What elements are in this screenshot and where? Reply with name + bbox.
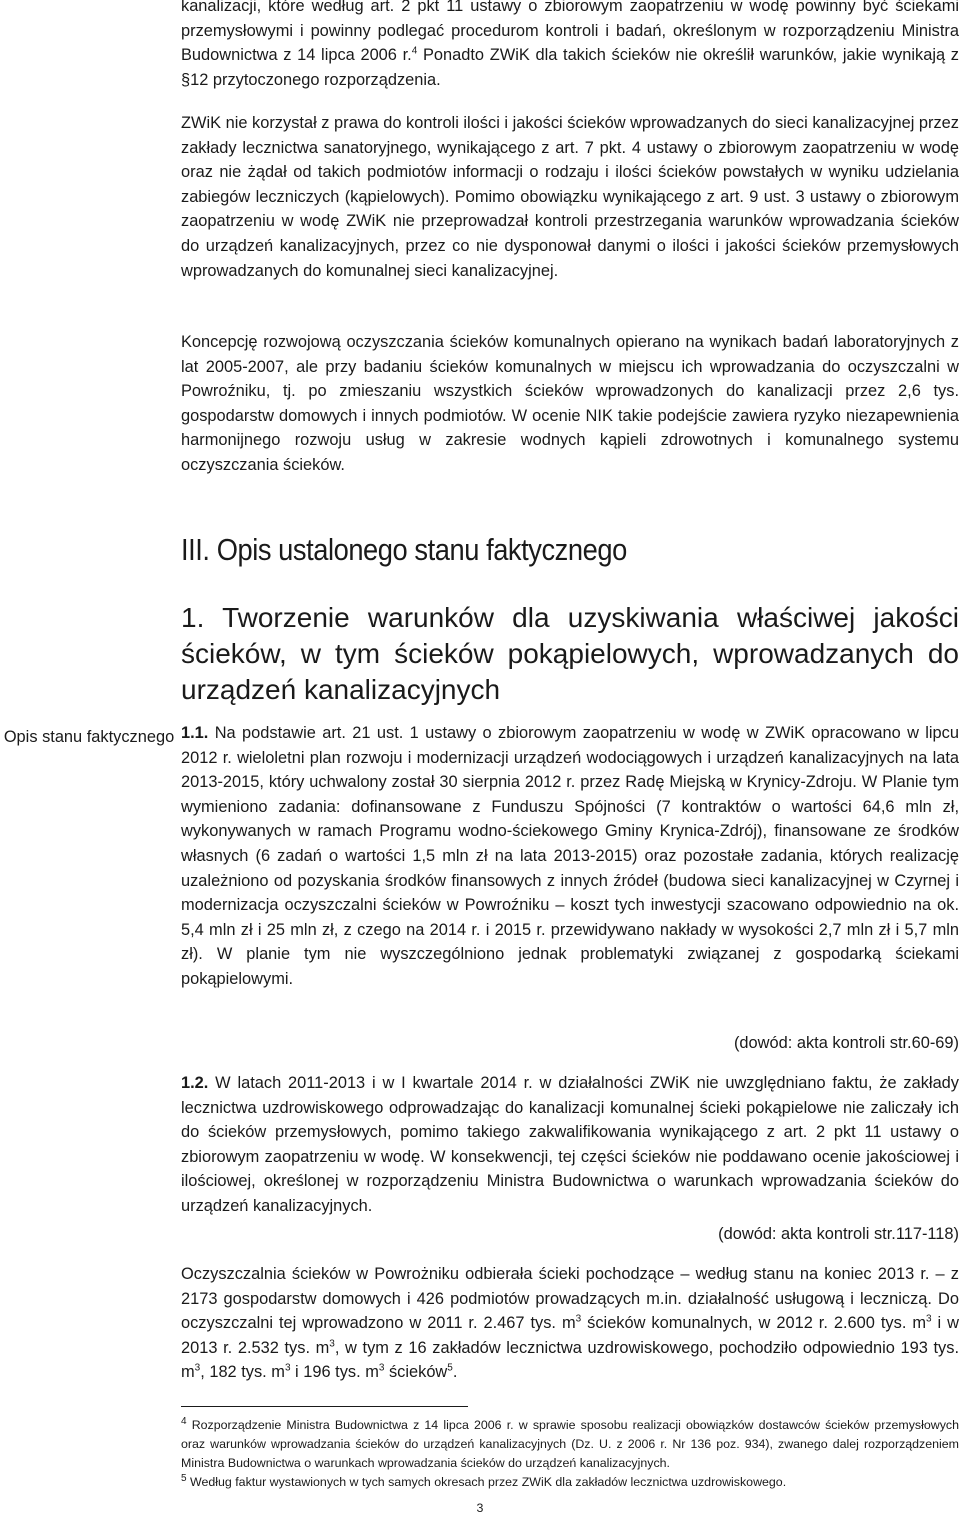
footnote-4: $^4$ Rozporządzenie Ministra Budownictwa z 14 lipca 2006 r. w sprawie sposobu realizacji obowiązków dostawców ścieków przemysłowych oraz warunków wprowadzania ścieków do urządzeń kanalizacyjnych (Dz. U. z 2006 r. Nr 136 poz. 934), zwanego dalej rozporządzeniem Ministra Budownictwa o warunkach wprowadzania ścieków do urządzeń kanalizacyjnych. — [181, 1415, 959, 1470]
item-1-1: 1.1. Na podstawie art. 21 ust. 1 ustawy o zbiorowym zaopatrzeniu w wodę w ZWiK opracowano w lipcu 2012 r. wieloletni plan rozwoju i modernizacji urządzeń wodociągowych i urządzeń kanalizacyjnych na lata 2013-2015, który uchwalony został 30 sierpnia 2012 r. przez Radę Miejską w Krynicy-Zdroju. W Planie tym wymieniono zadania: dofinansowane z Funduszu Spójności (7 kontraktów o wartości 64,6 mln zł, wykonywanych w ramach Programu wodno-ściekowego Gminy Krynica-Zdrój), finansowane ze środków własnych (6 zadań o wartości 1,5 mln zł na lata 2013-2015) oraz pozostałe zadania, których realizację uzależniono od pozyskania środków finansowych z innych źródeł (budowa sieci kanalizacyjnej w Czyrnej i modernizacja oczyszczalni ścieków w Powroźniku – koszt tych inwestycji szacowano odpowiednio na ok. 5,4 mln zł i 25 mln zł, z czego na 2014 r. i 2015 r. przewidywano nakłady w wysokości 2,7 mln zł i 5,7 mln zł). W planie tym nie wyszczególniono jednak problematyki związanej z gospodarką ściekami pokąpielowymi. — [181, 724, 959, 988]
page-number: 3 — [476, 1501, 484, 1515]
item-1-2: 1.2. W latach 2011-2013 i w I kwartale 2014 r. w działalności ZWiK nie uwzględniano faktu, że zakłady lecznictwa uzdrowiskowego odprowadzając do kanalizacji komunalnej ścieki pokąpielowe nie zaliczały ich do ścieków przemysłowych, pomimo takiego zakwalifikowania wynikającego z art. 2 pkt 11 ustawy o zbiorowym zaopatrzeniu w wodę. W konsekwencji, tej części ścieków nie poddawano ocenie jakościowej i ilościowej, określonej w rozporządzeniu Ministra Budownictwa o warunkach wprowadzania ścieków do urządzeń kanalizacyjnych. — [181, 1074, 959, 1215]
margin-note: Opis stanu faktycznego — [3, 728, 175, 746]
paragraph-zwik-control: ZWiK nie korzystał z prawa do kontroli ilości i jakości ścieków wprowadzanych do sieci kanalizacyjnej przez zakłady lecznictwa sanatoryjnego, wynikającego z art. 7 pkt. 4 ustawy o zbiorowym zaopatrzeniu w wodę oraz nie żądał od takich podmiotów informacji o rodzaju i ilości ścieków powstałych w wyniku udzielania zabiegów leczniczych (kąpielowych). Pomimo obowiązku wynikającego z art. 9 ust. 3 ustawy o zbiorowym zaopatrzeniu w wodę ZWiK nie przeprowadzał kontroli przestrzegania warunków wprowadzania ścieków do urządzeń kanalizacyjnych, przez co nie dysponował danymi o ilości i jakości ścieków przemysłowych wprowadzanych do komunalnej sieci kanalizacyjnej. — [181, 114, 959, 280]
paragraph-concept: Koncepcję rozwojową oczyszczania ścieków komunalnych opierano na wynikach badań laboratoryjnych z lat 2005-2007, ale przy badaniu ścieków komunalnych w miejscu ich wprowadzania do oczyszczalni w Powroźniku, tj. po zmieszaniu wszystkich ścieków wprowadzonych do kanalizacji przez 2,6 tys. gospodarstw domowych i innych podmiotów. W ocenie NIK takie podejście zawiera ryzyko niezapewnienia harmonijnego rozwoju usług w zakresie wodnych kąpieli zdrowotnych i komunalnego systemu oczyszczania ścieków. — [181, 333, 959, 474]
subsection-heading: 1. Tworzenie warunków dla uzyskiwania właściwej jakości ścieków, w tym ścieków pokąpielowych, wprowadzanych do urządzeń kanalizacyjnych — [181, 602, 959, 705]
paragraph-treatment-plant: Oczyszczalnia ścieków w Powrożniku odbierała ścieki pochodzące – według stanu na koniec 2013 r. – z 2173 gospodarstw domowych i 426 podmiotów prowadzących m.in. działalność usługową i leczniczą. Do oczyszczalni tej wprowadzono w 2011 r. 2.467 tys. $m^3$ ścieków komunalnych, w 2012 r. 2.600 tys. $m^3$ i w 2013 r. 2.532 tys. $m^3$, w tym z 16 zakładów lecznictwa uzdrowiskowego, pochodziło odpowiednio 193 tys. $m^3$, 182 tys. $m^3$ i 196 tys. $m^3$ ścieków$^5$. — [181, 1265, 959, 1382]
item-number: 1.2. — [181, 1074, 209, 1092]
footnote-5: $^5$ Według faktur wystawionych w tych samych okresach przez ZWiK dla zakładów lecznictwa uzdrowiskowego. — [181, 1472, 787, 1489]
evidence-note-1-1: (dowód: akta kontroli str.60-69) — [733, 1034, 959, 1052]
evidence-note-1-2: (dowód: akta kontroli str.117-118) — [718, 1225, 959, 1243]
paragraph-continuation: kanalizacji, które według art. 2 pkt 11 ustawy o zbiorowym zaopatrzeniu w wodę powinny być ściekami przemysłowymi i powinny podlegać procedurom kontroli i badań, określonym w rozporządzeniu Ministra Budownictwa z 14 lipca 2006 r.$^4$ Ponadto ZWiK dla takich ścieków nie określił warunków, jakie wynikają z §12 przytoczonego rozporządzenia. — [181, 0, 959, 89]
footnotes — [181, 1416, 959, 1492]
section-heading: III. Opis ustalonego stanu faktycznego — [181, 532, 627, 567]
item-number: 1.1. — [181, 724, 209, 742]
footnote-separator — [181, 1406, 468, 1407]
